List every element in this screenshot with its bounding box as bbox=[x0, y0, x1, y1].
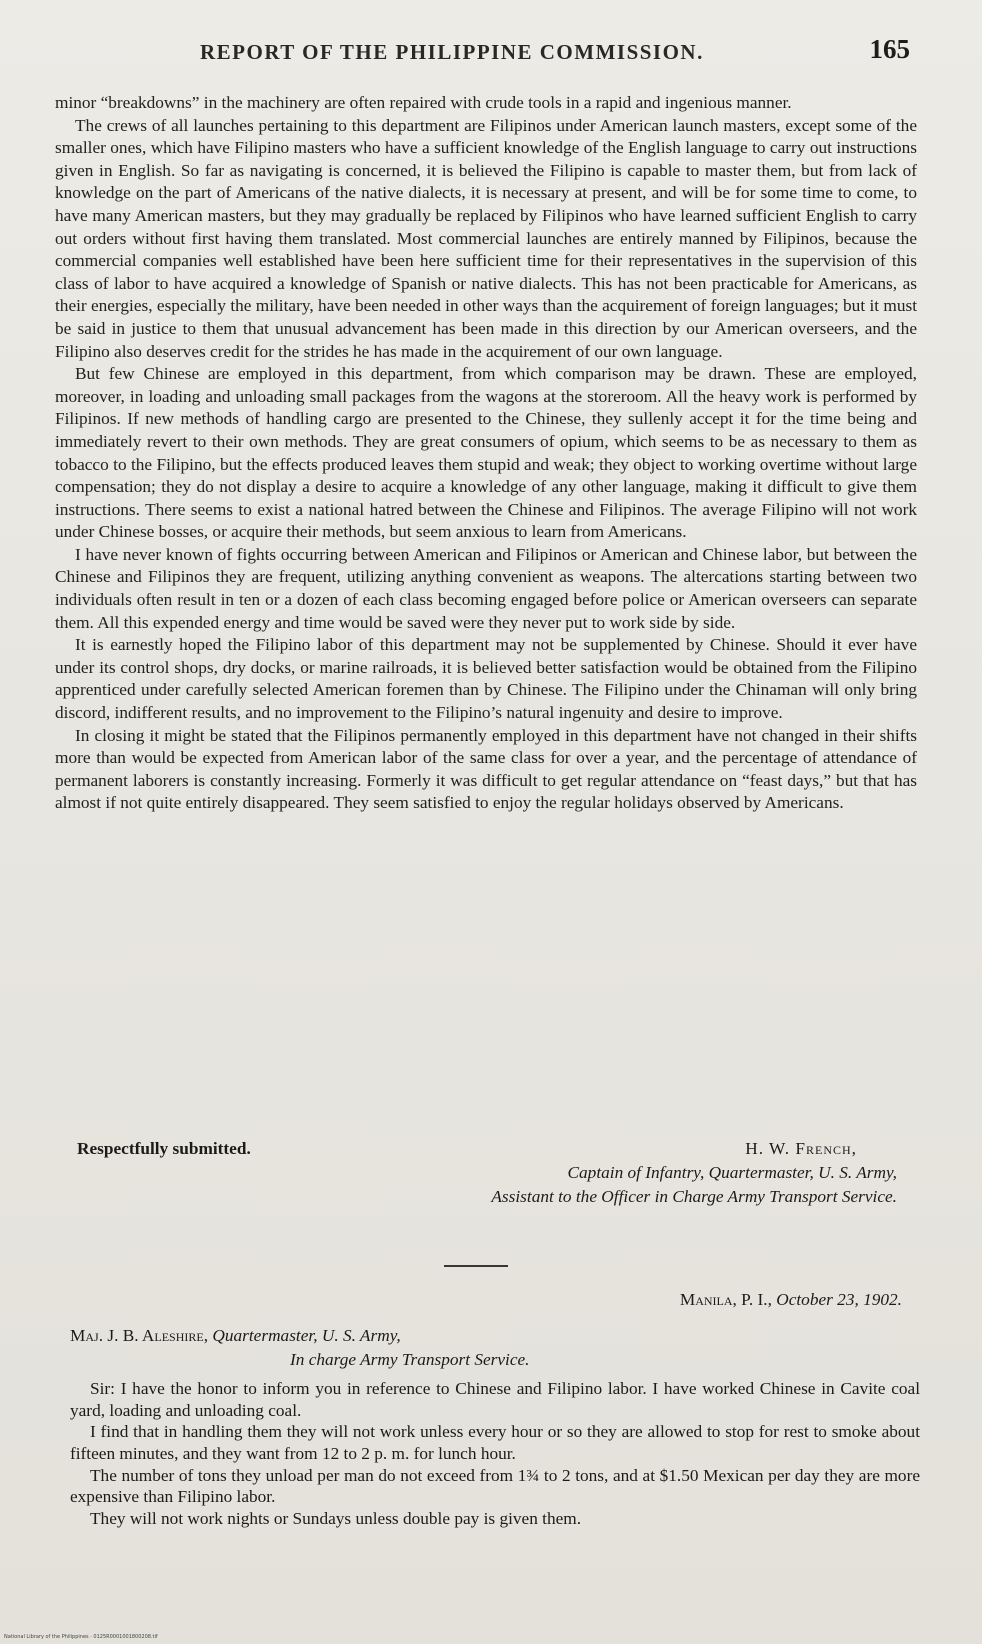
library-footer-tag: National Library of the Philippines · 0125R0001001800208.tif bbox=[4, 1634, 158, 1640]
paragraph-1: minor “breakdowns” in the machinery are often repaired with crude tools in a rapid and ingenious manner. bbox=[55, 93, 792, 112]
running-title: REPORT OF THE PHILIPPINE COMMISSION. bbox=[200, 40, 704, 64]
addressee-role-2: In charge Army Transport Service. bbox=[290, 1349, 530, 1369]
addressee-line bbox=[70, 1325, 920, 1347]
signature-block bbox=[55, 1138, 917, 1208]
paragraph-3: But few Chinese are employed in this department, from which comparison may be drawn. These are employed, moreover, in loading and unloading small packages from the wagons at the storeroom. All the heavy work is performed by Filipinos. If new methods of handling cargo are presented to the Chinese, they sullenly accept it for the time being and immediately revert to their own methods. They are great consumers of opium, which seems to be as necessary to them as tobacco to the Filipino, but the effects produced leaves them stupid and weak; they object to working overtime without large compensation; they do not display a desire to acquire a knowledge of any other language, making it difficult to give them instructions. There seems to exist a national hatred between the Chinese and Filipinos. The average Filipino will not work under Chinese bosses, or acquire their methods, but seem anxious to learn from Americans. bbox=[55, 364, 917, 542]
page-header bbox=[150, 30, 910, 70]
closing-line: Respectfully submitted. bbox=[77, 1139, 251, 1158]
signer-name: H. W. French, bbox=[745, 1139, 857, 1158]
letter-paragraph-2: I find that in handling them they will not work unless every hour or so they are allowed to stop for rest to smoke about fifteen minutes, and they want from 12 to 2 p. m. for lunch hour. bbox=[70, 1422, 920, 1463]
report-body bbox=[55, 92, 917, 815]
section-divider bbox=[444, 1265, 508, 1267]
addressee-name: Maj. J. B. Aleshire, bbox=[70, 1326, 209, 1345]
letter-paragraph-1: Sir: I have the honor to inform you in reference to Chinese and Filipino labor. I have worked Chinese in Cavite coal yard, loading and unloading coal. bbox=[70, 1379, 920, 1420]
paragraph-5: It is earnestly hoped the Filipino labor of this department may not be supplemented by Chinese. Should it ever have under its control shops, dry docks, or marine railroads, it is believed better satisfaction would be obtained from the Filipino apprenticed under carefully selected American foremen than by Chinese. The Filipino under the Chinaman will only bring discord, indifferent results, and no improvement to the Filipino’s natural ingenuity and desire to improve. bbox=[55, 635, 917, 723]
letter-place: Manila, P. I., bbox=[679, 1290, 772, 1309]
letter-paragraph-3: The number of tons they unload per man do not exceed from 1¾ to 2 tons, and at $1.50 Mexican per day they are more expensive than Filipino labor. bbox=[70, 1465, 920, 1507]
letter-date: October 23, 1902. bbox=[776, 1290, 902, 1309]
paragraph-4: I have never known of fights occurring between American and Filipinos or American and Chinese labor, but between the Chinese and Filipinos they are frequent, utilizing anything convenient as weapons. The altercations starting between two individuals often result in ten or a dozen of each class becoming engaged before police or American overseers can separate them. All this expended energy and time would be saved were they never put to work side by side. bbox=[55, 544, 917, 632]
signer-title-2: Assistant to the Officer in Charge Army Transport Service. bbox=[491, 1187, 897, 1206]
letter-body bbox=[70, 1325, 920, 1529]
paragraph-2: The crews of all launches pertaining to this department are Filipinos under American launch masters, except some of the smaller ones, which have Filipino masters who have a sufficient knowledge of the English language to carry out instructions given in English. So far as navigating is concerned, it is believed the Filipino is capable to master them, but from lack of knowledge on the part of Americans of the native dialects, it is necessary at present, and will be for some time to come, to have many American masters, but they may gradually be replaced by Filipinos who have learned sufficient English to carry out orders without first having them translated. Most commercial launches are entirely manned by Filipinos, because the commercial companies well established have been here sufficient time for their representatives in the supervision of this class of labor to have acquired a knowledge of Spanish or native dialects. This has not been practicable for Americans, as their energies, especially the military, have been needed in other ways than the acquirement of foreign languages; but it must be said in justice to them that unusual advancement has been made in this direction by our American overseers, and the Filipino also deserves credit for the strides he has made in the acquirement of our own language. bbox=[55, 115, 917, 361]
page-number: 165 bbox=[869, 34, 910, 64]
letter-dateline bbox=[680, 1290, 902, 1310]
letter-paragraph-4: They will not work nights or Sundays unless double pay is given them. bbox=[90, 1508, 582, 1528]
paragraph-6: In closing it might be stated that the Filipinos permanently employed in this department have not changed in their shifts more than would be expected from American labor of the same class for over a year, and the percentage of attendance of permanent laborers is constantly increasing. Formerly it was difficult to get regular attendance on “feast days,” but that has almost if not quite entirely disappeared. They seem satisfied to enjoy the regular holidays observed by Americans. bbox=[55, 725, 917, 813]
signer-title-1: Captain of Infantry, Quartermaster, U. S. Army, bbox=[567, 1163, 897, 1182]
addressee-role: Quartermaster, U. S. Army, bbox=[212, 1326, 401, 1345]
